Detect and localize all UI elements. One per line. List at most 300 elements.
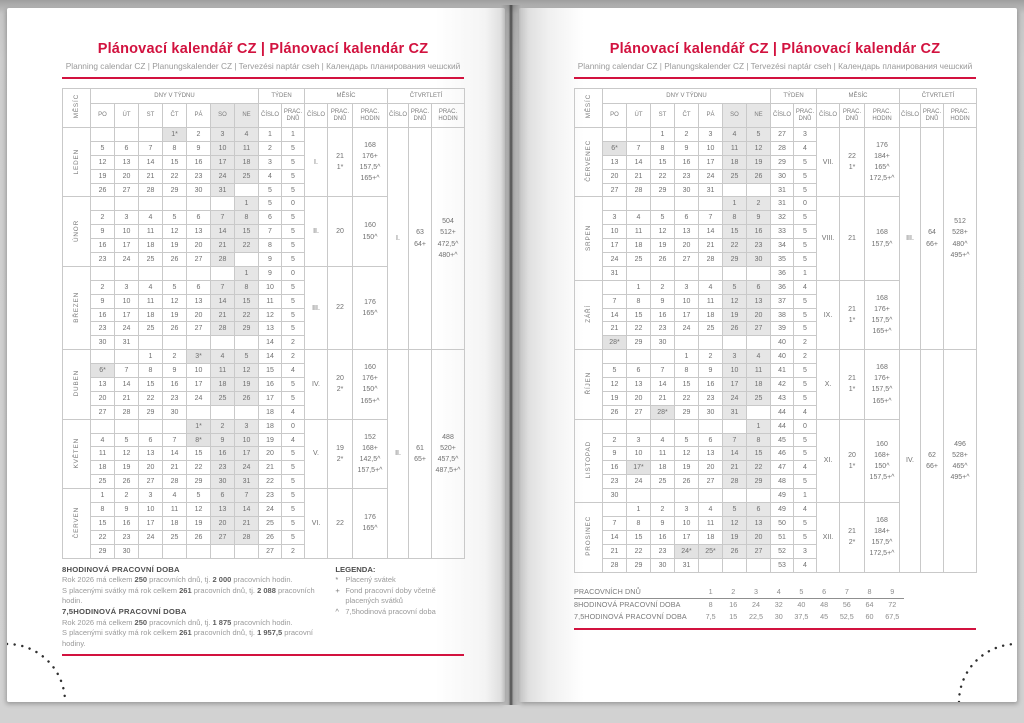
day-cell: 5 (747, 128, 771, 142)
day-cell: 9 (115, 503, 139, 517)
empty-day-cell (627, 350, 651, 364)
empty-day-cell (139, 128, 163, 142)
day-cell: 27 (211, 530, 235, 544)
empty-day-cell (235, 544, 259, 558)
legend-item (335, 607, 464, 618)
day-cell: 11 (235, 141, 259, 155)
week-number: 31 (771, 197, 794, 211)
month-name: LEDEN (63, 128, 91, 197)
day-cell: 10 (115, 294, 139, 308)
day-cell: 29 (723, 253, 747, 267)
week-number: 45 (771, 433, 794, 447)
day-cell: 3 (675, 280, 699, 294)
day-cell: 9 (699, 364, 723, 378)
day-cell: 21 (699, 239, 723, 253)
week-workdays: 5 (282, 308, 305, 322)
day-cell: 5 (187, 489, 211, 503)
hours-value: 30 (774, 612, 783, 621)
day-cell: 18 (699, 308, 723, 322)
empty-day-cell (723, 419, 747, 433)
day-cell: 16 (211, 447, 235, 461)
empty-day-cell (651, 350, 675, 364)
day-cell: 28 (139, 183, 163, 197)
day-cell: 25 (699, 322, 723, 336)
week-workdays: 4 (282, 433, 305, 447)
day-cell: 22 (235, 239, 259, 253)
week-workdays: 5 (282, 489, 305, 503)
day-cell: 14 (211, 225, 235, 239)
day-cell: 22 (747, 461, 771, 475)
week-number: 22 (259, 475, 282, 489)
week-number: 42 (771, 378, 794, 392)
hours-value: 7 (835, 586, 858, 599)
day-cell: 9 (163, 364, 187, 378)
day-cell: 9 (91, 225, 115, 239)
day-cell: 30 (699, 405, 723, 419)
day-cell: 7 (723, 433, 747, 447)
day-cell: 6 (675, 211, 699, 225)
day-cell: 2 (747, 197, 771, 211)
empty-day-cell (235, 183, 259, 197)
day-cell: 30 (163, 405, 187, 419)
day-cell: 28 (723, 475, 747, 489)
week-number: 44 (771, 405, 794, 419)
day-cell: 10 (627, 447, 651, 461)
day-cell: 2 (187, 128, 211, 142)
month-workhours: 160 176+ 150^ 165+^ (353, 350, 388, 419)
day-cell: 7 (163, 433, 187, 447)
week-workdays: 5 (794, 239, 817, 253)
day-cell: 16 (91, 239, 115, 253)
day-cell: 11 (91, 447, 115, 461)
empty-day-cell (603, 503, 627, 517)
day-cell: 31 (603, 266, 627, 280)
day-cell: 1 (723, 197, 747, 211)
day-cell: 10 (187, 364, 211, 378)
day-cell: 10 (675, 516, 699, 530)
hours-value: 4 (767, 586, 790, 599)
day-cell: 1 (747, 419, 771, 433)
header-stat-label: PRAC. HODIN (865, 104, 900, 128)
day-cell: 15 (163, 155, 187, 169)
week-number: 27 (771, 128, 794, 142)
day-cell: 24* (675, 544, 699, 558)
week-workdays: 0 (282, 197, 305, 211)
day-cell: 26 (603, 405, 627, 419)
day-cell: 24 (699, 169, 723, 183)
header-stat-label: PRAC. DNŮ (794, 104, 817, 128)
week-number: 26 (259, 530, 282, 544)
header-day-so: SO (723, 104, 747, 128)
workdays-hours-row (574, 611, 904, 623)
week-workdays: 5 (282, 225, 305, 239)
day-cell: 4 (235, 128, 259, 142)
day-cell: 12 (115, 447, 139, 461)
empty-day-cell (723, 489, 747, 503)
legend-text: Placený svátek (345, 575, 396, 585)
bottom-rule (62, 654, 464, 656)
week-number: 44 (771, 419, 794, 433)
empty-day-cell (115, 128, 139, 142)
empty-day-cell (91, 197, 115, 211)
day-cell: 6 (187, 211, 211, 225)
week-workdays: 1 (282, 128, 305, 142)
empty-day-cell (187, 544, 211, 558)
day-cell: 27 (699, 475, 723, 489)
day-cell: 23 (747, 239, 771, 253)
week-number: 5 (259, 197, 282, 211)
row-label: 7,5HODINOVÁ PRACOVNÍ DOBA (574, 612, 687, 621)
week-workdays: 5 (282, 294, 305, 308)
day-cell: 26 (235, 391, 259, 405)
week-workdays: 4 (282, 405, 305, 419)
quarter-workdays: 62 66+ (921, 350, 944, 572)
bottom-rule (574, 628, 976, 630)
day-cell: 6 (187, 280, 211, 294)
week-workdays: 5 (282, 378, 305, 392)
day-cell: 24 (139, 530, 163, 544)
empty-day-cell (163, 544, 187, 558)
week-number: 34 (771, 239, 794, 253)
empty-day-cell (163, 419, 187, 433)
day-cell: 15 (139, 378, 163, 392)
week-workdays: 2 (282, 336, 305, 350)
empty-day-cell (675, 197, 699, 211)
day-cell: 1 (627, 280, 651, 294)
day-cell: 22 (627, 544, 651, 558)
week-number: 9 (259, 253, 282, 267)
month-name: BŘEZEN (63, 266, 91, 349)
day-cell: 15 (627, 308, 651, 322)
day-cell: 27 (115, 183, 139, 197)
week-workdays: 5 (282, 530, 305, 544)
day-cell: 16 (603, 461, 627, 475)
day-cell: 15 (627, 530, 651, 544)
header-stat-label: PRAC. DNŮ (921, 104, 944, 128)
day-cell: 3 (699, 128, 723, 142)
week-number: 14 (259, 336, 282, 350)
week-number: 31 (771, 183, 794, 197)
day-cell: 14 (699, 225, 723, 239)
day-cell: 10 (115, 225, 139, 239)
day-cell: 22 (675, 391, 699, 405)
quarter-workdays: 63 64+ (409, 128, 432, 350)
day-cell: 26 (91, 183, 115, 197)
empty-day-cell (675, 266, 699, 280)
week-number: 37 (771, 294, 794, 308)
month-name: DUBEN (63, 350, 91, 419)
day-cell: 13 (211, 503, 235, 517)
day-cell: 6* (91, 364, 115, 378)
day-cell: 13 (187, 225, 211, 239)
week-workdays: 4 (794, 461, 817, 475)
month-number: XI. (817, 419, 840, 502)
day-cell: 20 (115, 169, 139, 183)
day-cell: 11 (699, 294, 723, 308)
month-workdays: 19 2* (328, 419, 353, 488)
day-cell: 18 (235, 155, 259, 169)
day-cell: 19 (723, 308, 747, 322)
header-day-st: ST (139, 104, 163, 128)
header-month-column: MĚSÍC (575, 89, 603, 128)
day-cell: 17 (603, 239, 627, 253)
month-number: IV. (305, 350, 328, 419)
empty-day-cell (603, 419, 627, 433)
day-cell: 20 (627, 391, 651, 405)
week-workdays: 5 (794, 364, 817, 378)
worktime-heading: 7,5HODINOVÁ PRACOVNÍ DOBA (62, 606, 187, 616)
week-workdays: 5 (282, 516, 305, 530)
day-cell: 20 (675, 239, 699, 253)
month-workdays: 22 (328, 489, 353, 558)
day-cell: 16 (699, 378, 723, 392)
week-workdays: 0 (282, 419, 305, 433)
month-number: V. (305, 419, 328, 488)
empty-day-cell (699, 336, 723, 350)
empty-day-cell (235, 253, 259, 267)
day-cell: 7 (627, 141, 651, 155)
legend-symbol: + (335, 585, 340, 595)
day-cell: 2 (211, 419, 235, 433)
week-workdays: 5 (794, 225, 817, 239)
empty-day-cell (699, 489, 723, 503)
month-workhours: 168 176+ 157,5^ 165+^ (865, 350, 900, 419)
day-cell: 3 (675, 503, 699, 517)
day-cell: 10 (723, 364, 747, 378)
hours-value: 15 (729, 612, 738, 621)
quarter-workhours: 488 520+ 457,5^ 487,5+^ (432, 350, 465, 558)
week-number: 25 (259, 516, 282, 530)
day-cell: 23 (211, 461, 235, 475)
quarter-workhours: 512 528+ 480^ 495+^ (944, 128, 977, 350)
week-workdays: 5 (794, 169, 817, 183)
day-cell: 13 (187, 294, 211, 308)
day-cell: 5 (651, 211, 675, 225)
day-cell: 16 (187, 155, 211, 169)
week-workdays: 5 (794, 391, 817, 405)
month-name: LISTOPAD (575, 419, 603, 502)
day-cell: 30 (115, 544, 139, 558)
header-stat-label: ČÍSLO (817, 104, 840, 128)
title-rule (62, 77, 464, 79)
hours-value: 8 (708, 600, 713, 609)
day-cell: 17 (675, 308, 699, 322)
empty-day-cell (115, 266, 139, 280)
month-name: PROSINEC (575, 503, 603, 572)
empty-day-cell (747, 266, 771, 280)
hours-value: 64 (865, 600, 874, 609)
header-stat-label: ČÍSLO (259, 104, 282, 128)
empty-day-cell (139, 544, 163, 558)
week-workdays: 5 (794, 211, 817, 225)
week-workdays: 5 (794, 516, 817, 530)
quarter-number: II. (388, 350, 409, 558)
day-cell: 10 (675, 294, 699, 308)
week-number: 15 (259, 364, 282, 378)
page-title: Plánovací kalendář CZ | Plánovací kalendár CZ (97, 41, 429, 57)
day-cell: 21 (627, 169, 651, 183)
hours-value: 9 (881, 586, 904, 599)
header-day-so: SO (211, 104, 235, 128)
row-label: PRACOVNÍCH DNŮ (574, 586, 699, 599)
day-cell: 22 (187, 461, 211, 475)
month-name: ČERVEN (63, 489, 91, 558)
month-number: II. (305, 197, 328, 266)
worktime-line: S placenými svátky má rok celkem 261 pracovních dnů, tj. 2 088 pracovních hodin. (62, 585, 315, 606)
day-cell: 2 (91, 211, 115, 225)
day-cell: 26 (723, 322, 747, 336)
day-cell: 13 (139, 447, 163, 461)
hours-value: 60 (865, 612, 874, 621)
empty-day-cell (211, 336, 235, 350)
week-workdays: 0 (794, 419, 817, 433)
day-cell: 21 (115, 391, 139, 405)
day-cell: 5 (723, 280, 747, 294)
day-cell: 10 (139, 503, 163, 517)
day-cell: 29 (139, 405, 163, 419)
day-cell: 11 (627, 225, 651, 239)
hours-value: 40 (797, 600, 806, 609)
week-workdays: 5 (794, 155, 817, 169)
day-cell: 8 (747, 433, 771, 447)
day-cell: 11 (699, 516, 723, 530)
day-cell: 4 (139, 280, 163, 294)
header-days-group: DNY V TÝDNU (603, 89, 771, 104)
week-workdays: 5 (794, 433, 817, 447)
hours-value: 7,5 (705, 612, 716, 621)
day-cell: 19 (115, 461, 139, 475)
week-workdays: 5 (282, 280, 305, 294)
day-cell: 4 (747, 350, 771, 364)
week-workdays: 5 (282, 391, 305, 405)
empty-day-cell (139, 197, 163, 211)
header-stat-label: PRAC. DNŮ (409, 104, 432, 128)
day-cell: 18 (699, 530, 723, 544)
day-cell: 14 (115, 378, 139, 392)
week-number: 49 (771, 503, 794, 517)
week-workdays: 5 (282, 211, 305, 225)
month-workdays: 20 2* (328, 350, 353, 419)
day-cell: 5 (115, 433, 139, 447)
week-workdays: 5 (282, 253, 305, 267)
day-cell: 11 (139, 294, 163, 308)
day-cell: 6 (747, 280, 771, 294)
week-number: 40 (771, 350, 794, 364)
day-cell: 26 (163, 322, 187, 336)
day-cell: 23 (115, 530, 139, 544)
day-cell: 4 (651, 433, 675, 447)
day-cell: 26 (115, 475, 139, 489)
day-cell: 24 (603, 253, 627, 267)
empty-day-cell (723, 336, 747, 350)
quarter-workdays: 64 66+ (921, 128, 944, 350)
week-workdays: 5 (794, 378, 817, 392)
day-cell: 26 (723, 544, 747, 558)
day-cell: 28 (211, 253, 235, 267)
empty-day-cell (627, 489, 651, 503)
empty-day-cell (211, 266, 235, 280)
day-cell: 21 (211, 308, 235, 322)
day-cell: 7 (115, 364, 139, 378)
month-workhours: 168 157,5^ (865, 197, 900, 280)
day-cell: 24 (115, 322, 139, 336)
day-cell: 14 (651, 378, 675, 392)
empty-day-cell (627, 266, 651, 280)
day-cell: 12 (603, 378, 627, 392)
day-cell: 25 (627, 253, 651, 267)
day-cell: 24 (211, 169, 235, 183)
day-cell: 20 (699, 461, 723, 475)
week-workdays: 4 (794, 503, 817, 517)
day-cell: 4 (699, 503, 723, 517)
day-cell: 30 (187, 183, 211, 197)
row-label: 8HODINOVÁ PRACOVNÍ DOBA (574, 600, 681, 609)
day-cell: 31 (235, 475, 259, 489)
hours-value: 32 (774, 600, 783, 609)
day-cell: 5 (603, 364, 627, 378)
empty-day-cell (603, 197, 627, 211)
week-number: 40 (771, 336, 794, 350)
header-day-ne: NE (747, 104, 771, 128)
header-stat-label: ČÍSLO (771, 104, 794, 128)
day-cell: 23 (603, 475, 627, 489)
month-workhours: 160 168+ 150^ 157,5+^ (865, 419, 900, 502)
empty-day-cell (747, 405, 771, 419)
day-cell: 28 (235, 530, 259, 544)
day-cell: 20 (747, 308, 771, 322)
day-cell: 8 (139, 364, 163, 378)
day-cell: 29 (627, 558, 651, 572)
day-cell: 1 (627, 503, 651, 517)
week-number: 16 (259, 378, 282, 392)
day-cell: 27 (187, 322, 211, 336)
day-cell: 31 (723, 405, 747, 419)
day-cell: 5 (723, 503, 747, 517)
day-cell: 10 (211, 141, 235, 155)
empty-day-cell (747, 336, 771, 350)
day-cell: 23 (675, 169, 699, 183)
worktime-heading: 8HODINOVÁ PRACOVNÍ DOBA (62, 564, 180, 574)
page-subtitle: Planning calendar CZ | Planungskalender CZ | Tervezési naptár cseh | Календарь планирования чешский (65, 61, 461, 71)
week-workdays: 5 (794, 183, 817, 197)
day-cell: 12 (723, 294, 747, 308)
day-cell: 27 (91, 405, 115, 419)
header-day-pá: PÁ (699, 104, 723, 128)
header-stat-label: PRAC. HODIN (353, 104, 388, 128)
hours-value: 22,5 (749, 612, 763, 621)
day-cell: 26 (163, 253, 187, 267)
day-cell: 2 (603, 433, 627, 447)
quarter-number: I. (388, 128, 409, 350)
empty-day-cell (723, 183, 747, 197)
week-workdays: 5 (794, 475, 817, 489)
month-number: III. (305, 266, 328, 349)
day-cell: 17 (235, 447, 259, 461)
day-cell: 13 (747, 516, 771, 530)
day-cell: 27 (675, 253, 699, 267)
week-workdays: 3 (794, 128, 817, 142)
day-cell: 22 (627, 322, 651, 336)
day-cell: 28 (211, 322, 235, 336)
header-day-st: ST (651, 104, 675, 128)
day-cell: 15 (651, 155, 675, 169)
day-cell: 27 (187, 253, 211, 267)
week-number: 35 (771, 253, 794, 267)
day-cell: 27 (627, 405, 651, 419)
week-number: 38 (771, 308, 794, 322)
week-number: 20 (259, 447, 282, 461)
week-number: 50 (771, 516, 794, 530)
